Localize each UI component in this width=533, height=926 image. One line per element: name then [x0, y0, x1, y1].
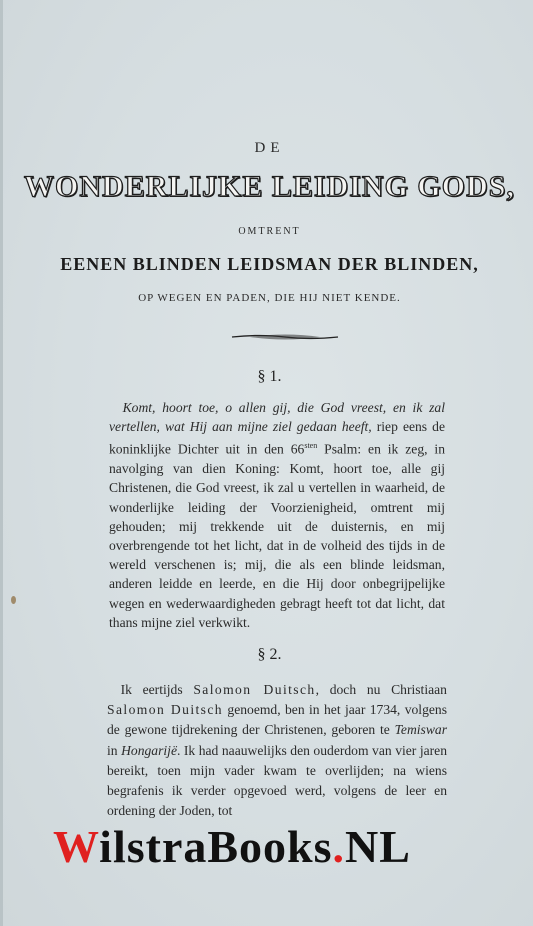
section-2-paragraph	[107, 680, 447, 821]
section-1-paragraph	[109, 398, 445, 632]
place-name: Hongarijë	[121, 742, 177, 758]
ornament-divider	[230, 330, 340, 344]
paragraph-text-e: . Ik had naauwelijks den ouderdom van vier jaren bereikt, toen mijn vader kwam te overlijden; na wiens begrafenis ik verder opgevoed werd, volgens de leer en ordening der Joden, tot	[107, 742, 447, 819]
page-subtitle: EENEN BLINDEN LEIDSMAN DER BLINDEN,	[60, 254, 479, 274]
paragraph-text-c: genoemd, ben in het jaar 1734, volgens de gewone tijdrekening der Christenen, geboren te	[107, 702, 447, 738]
title-connector: OMTRENT	[238, 226, 301, 237]
person-name: Salomon Duitsch	[107, 702, 224, 718]
watermark-logo: WilstraBooks.NL	[53, 821, 411, 872]
paragraph-text-a: riep eens de koninklijke Dichter uit in den 66	[109, 419, 445, 457]
section-heading-1: § 1.	[257, 368, 282, 385]
page-title: WONDERLIJKE LEIDING GODS,	[24, 170, 515, 203]
paragraph-text-d: in	[107, 742, 122, 758]
paragraph-text-b: Psalm: en ik zeg, in navolging van dien Koning: Komt, hoort toe, alle gij Christenen, die God vreest, ik zal u vertellen in waarheid, de wonderlijke leiding der Voorzienigheid, omtrent mij gehouden; mij trekkende uit de duisternis, en mij overbrengende tot het licht, dat in de volheid des tijds in de wereld verschenen is; mij, die als een blinde leidsman, anderen leidde en leerde, en die Hij door onbegrijpelijke wegen en wederwaardigheden gebragt heeft tot dat licht, dat thans mijne ziel verkwikt.	[109, 441, 445, 630]
scripture-quote: Komt, hoort toe, o allen gij, die God vreest, en ik zal vertellen, wat Hij aan mijne ziel gedaan heeft,	[109, 400, 445, 435]
page-subsubtitle: OP WEGEN EN PADEN, DIE HIJ NIET KENDE.	[138, 292, 401, 304]
person-name: Salomon Duitsch	[193, 682, 316, 697]
title-prefix: DE	[254, 140, 285, 156]
superscript: sten	[304, 441, 318, 451]
place-name: Temiswar	[394, 722, 447, 738]
paragraph-text-b: , doch nu Christiaan	[315, 682, 447, 697]
section-heading-2: § 2.	[257, 646, 282, 663]
paragraph-text-a: Ik eertijds	[120, 682, 194, 697]
paper-stain	[11, 596, 16, 604]
